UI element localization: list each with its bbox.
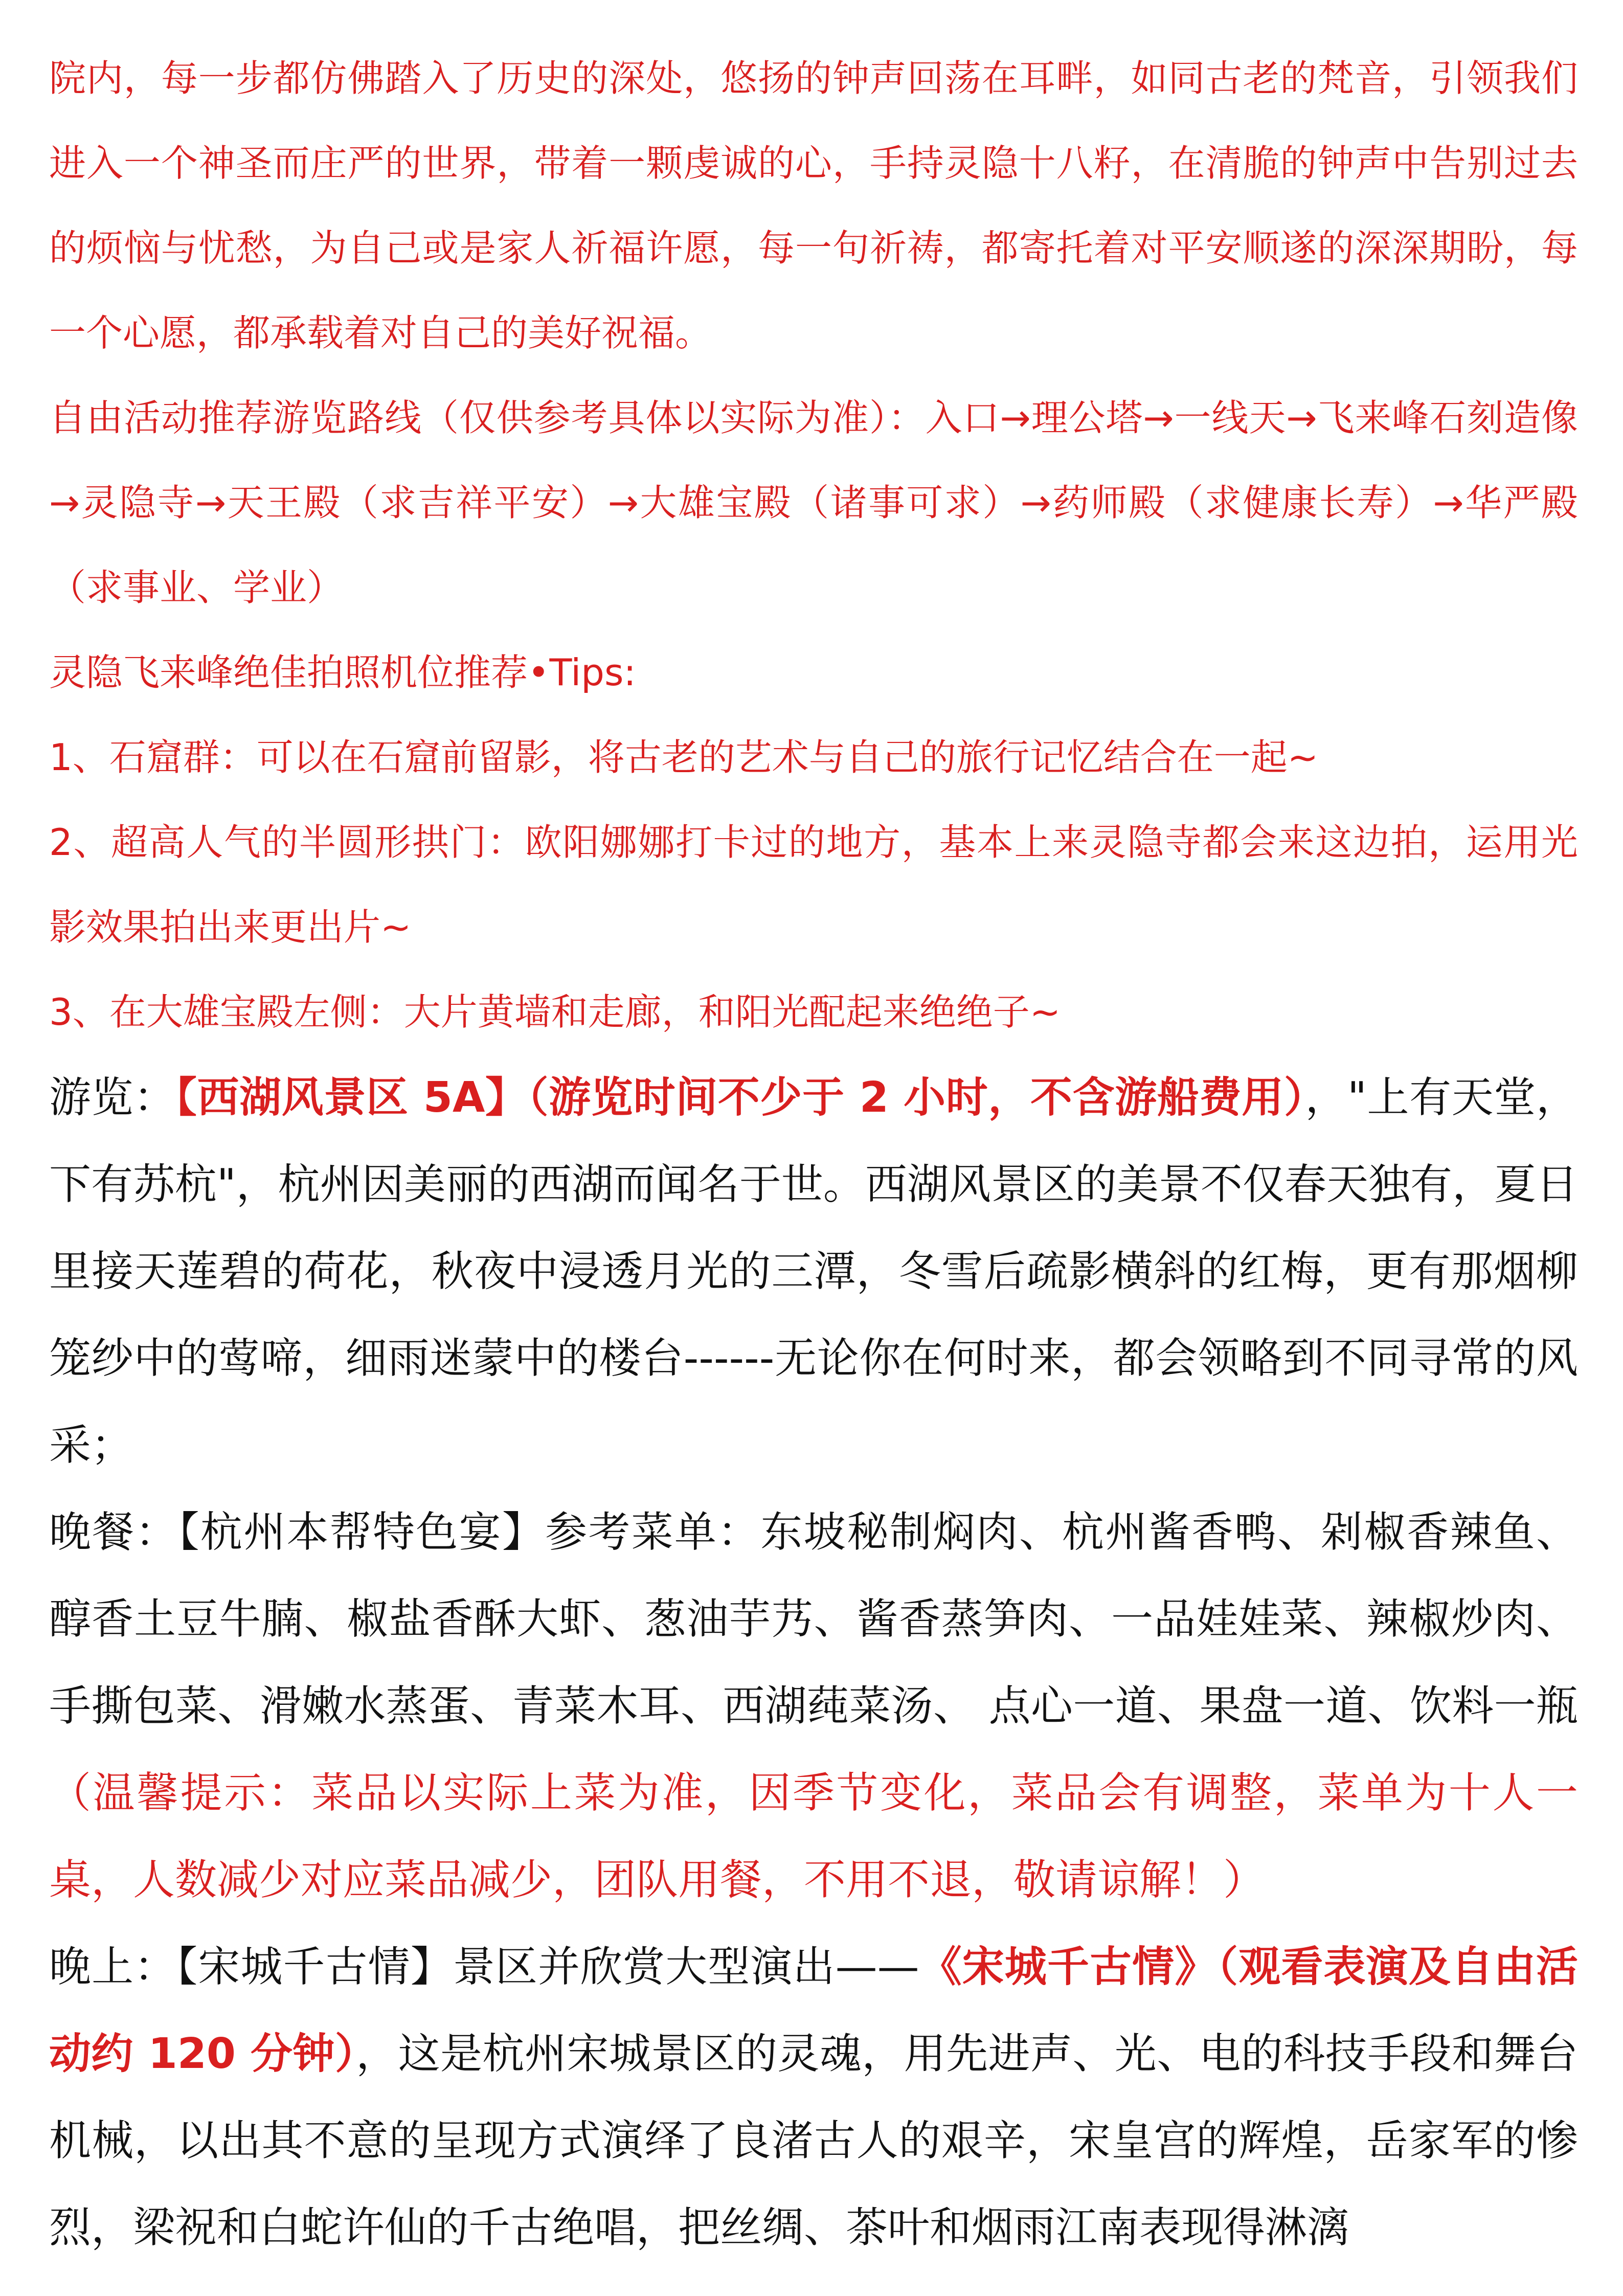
tour-highlight: 【西湖风景区 5A】（游览时间不少于 2 小时，不含游船费用） bbox=[175, 1073, 1305, 1122]
dinner-note: （温馨提示：菜品以实际上菜为准，因季节变化，菜品会有调整，菜单为十人一桌，人数减少对应菜品减少，团队用餐，不用不退，敬请谅解！） bbox=[49, 1769, 1578, 1904]
evening-paragraph bbox=[49, 1924, 1578, 2271]
route-paragraph: 自由活动推荐游览路线（仅供参考具体以实际为准）：入口→理公塔→一线天→飞来峰石刻造像→灵隐寺→天王殿（求吉祥平安）→大雄宝殿（诸事可求）→药师殿（求健康长寿）→华严殿（求事业、学业） bbox=[49, 396, 1578, 609]
tour-body: ，"上有天堂，下有苏杭"，杭州因美丽的西湖而闻名于世。西湖风景区的美景不仅春天独有，夏日里接天莲碧的荷花，秋夜中浸透月光的三潭，冬雪后疏影横斜的红梅，更有那烟柳笼纱中的莺啼，细雨迷蒙中的楼台------无论你在何时来，都会领略到不同寻常的风采； bbox=[49, 1073, 1578, 1470]
tip-item: 2、超高人气的半圆形拱门：欧阳娜娜打卡过的地方，基本上来灵隐寺都会来这边拍，运用光影效果拍出来更出片~ bbox=[49, 821, 1578, 949]
dinner-body: 晚餐：【杭州本帮特色宴】参考菜单：东坡秘制焖肉、杭州酱香鸭、剁椒香辣鱼、醇香土豆牛腩、椒盐香酥大虾、葱油芋艿、酱香蒸笋肉、一品娃娃菜、辣椒炒肉、手撕包菜、滑嫩水蒸蛋、青菜木耳、西湖莼菜汤、 点心一道、果盘一道、饮料一瓶 bbox=[49, 1508, 1578, 1730]
tip-item: 1、石窟群：可以在石窟前留影，将古老的艺术与自己的旅行记忆结合在一起~ bbox=[49, 736, 1319, 779]
tour-paragraph bbox=[49, 1054, 1578, 1489]
evening-body: ，这是杭州宋城景区的灵魂，用先进声、光、电的科技手段和舞台机械，以出其不意的呈现方式演绎了良渚古人的艰辛，宋皇宫的辉煌，岳家军的惨烈，梁祝和白蛇许仙的千古绝唱，把丝绸、茶叶和烟雨江南表现得淋漓 bbox=[49, 2030, 1578, 2252]
document-page bbox=[49, 36, 1578, 2271]
tour-label: 游览： bbox=[49, 1073, 176, 1122]
evening-label: 晚上：【宋城千古情】景区并欣赏大型演出—— bbox=[49, 1943, 919, 1991]
intro-paragraph: 院内，每一步都仿佛踏入了历史的深处，悠扬的钟声回荡在耳畔，如同古老的梵音，引领我们进入一个神圣而庄严的世界，带着一颗虔诚的心，手持灵隐十八籽，在清脆的钟声中告别过去的烦恼与忧愁，为自己或是家人祈福许愿，每一句祈祷，都寄托着对平安顺遂的深深期盼，每一个心愿，都承载着对自己的美好祝福。 bbox=[49, 57, 1578, 354]
dinner-paragraph bbox=[49, 1489, 1578, 1924]
tip-item: 3、在大雄宝殿左侧：大片黄墙和走廊，和阳光配起来绝绝子~ bbox=[49, 991, 1061, 1033]
evening-highlight: 《宋城千古情》（观看表演及自由活动约 120 分钟） bbox=[49, 1943, 1578, 2078]
tips-title: 灵隐飞来峰绝佳拍照机位推荐•Tips: bbox=[49, 651, 636, 694]
